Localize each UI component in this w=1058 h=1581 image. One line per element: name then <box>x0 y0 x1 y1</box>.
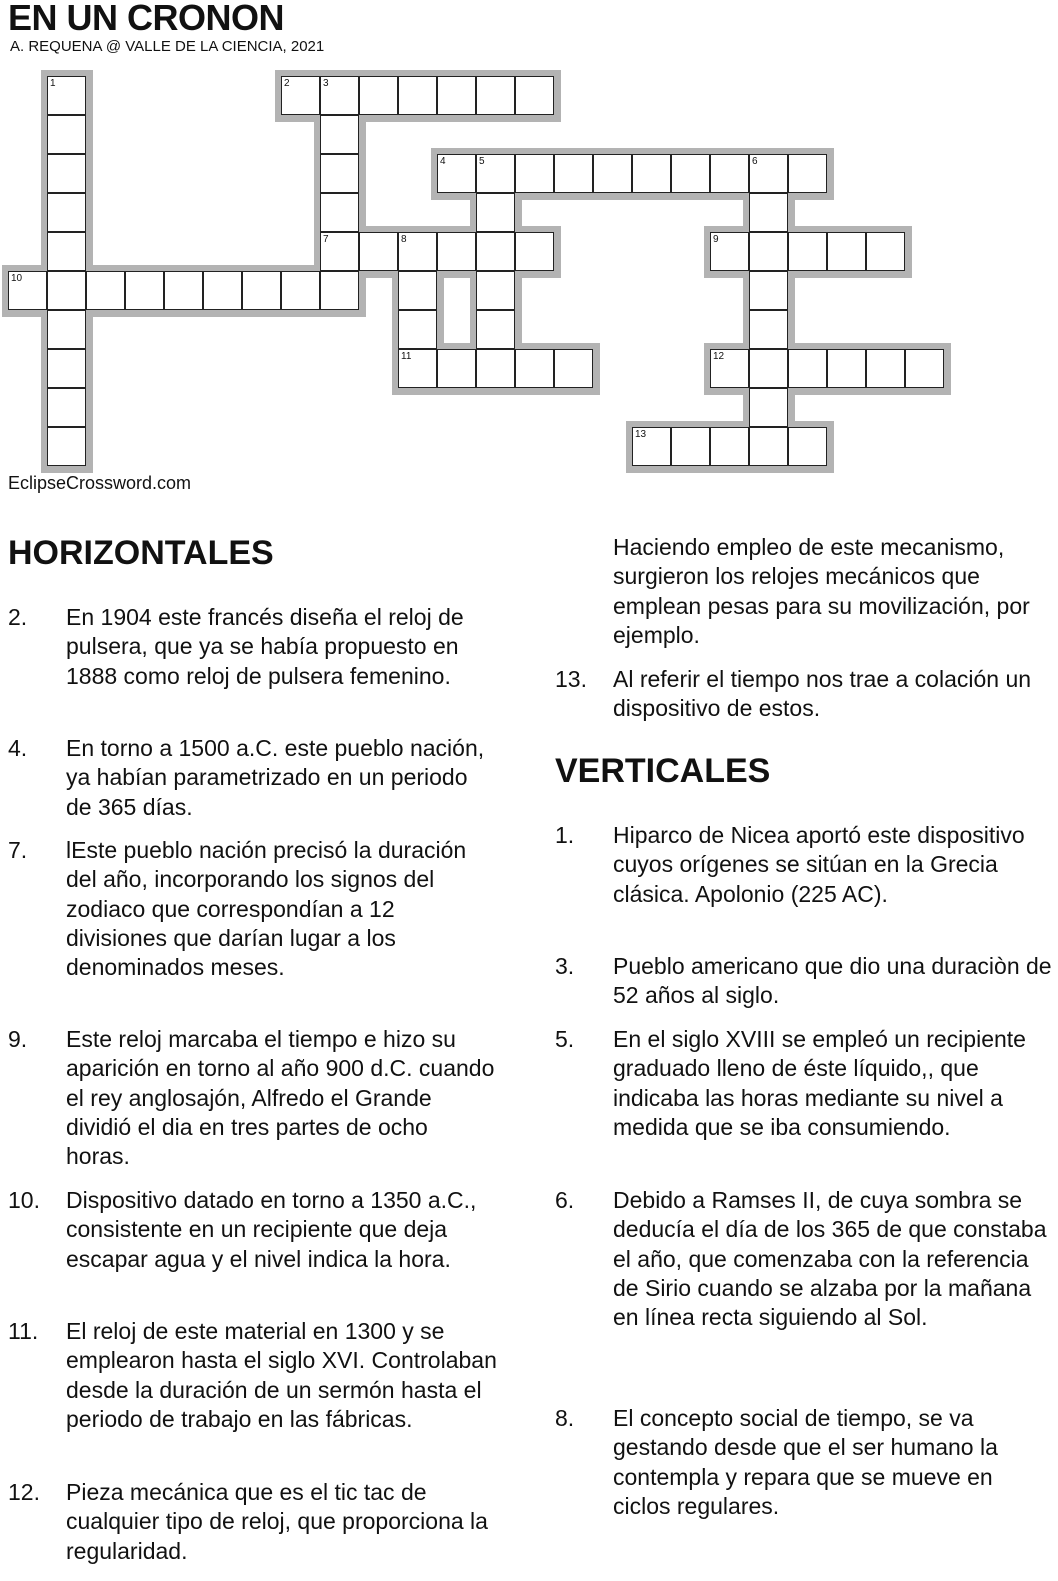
cell-number: 2 <box>284 78 290 89</box>
clue-number: 6. <box>555 1187 575 1213</box>
clue-number: 5. <box>555 1026 575 1052</box>
grid-cell[interactable] <box>281 271 320 310</box>
grid-cell[interactable] <box>671 427 710 466</box>
grid-cell[interactable] <box>281 76 320 115</box>
clue-down-5 <box>555 1025 1055 1142</box>
grid-cell[interactable] <box>320 193 359 232</box>
clue-number: 12. <box>8 1479 40 1505</box>
clue-down-3 <box>555 952 1055 1011</box>
clue-text: En torno a 1500 a.C. este pueblo nación, ya habían parametrizado en un periodo de 365 días. <box>66 735 485 820</box>
clue-text: Haciendo empleo de este mecanismo, surgieron los relojes mecánicos que emplean pesas para su movilización, por ejemplo. <box>613 534 1030 648</box>
grid-cell[interactable] <box>788 232 827 271</box>
grid-cell[interactable] <box>710 427 749 466</box>
grid-cell[interactable] <box>476 76 515 115</box>
cell-number: 4 <box>440 156 446 167</box>
grid-cell[interactable] <box>398 232 437 271</box>
clue-across-10 <box>8 1186 498 1274</box>
grid-cell[interactable] <box>710 349 749 388</box>
grid-cell[interactable] <box>788 154 827 193</box>
grid-cell[interactable] <box>515 154 554 193</box>
cell-number: 1 <box>50 78 56 89</box>
grid-cell[interactable] <box>8 271 47 310</box>
grid-cell[interactable] <box>671 154 710 193</box>
grid-cell[interactable] <box>359 76 398 115</box>
clue-text: Al referir el tiempo nos trae a colación un dispositivo de estos. <box>613 666 1032 722</box>
clue-number: 7. <box>8 837 28 863</box>
clue-number: 11. <box>8 1318 39 1344</box>
grid-cell[interactable] <box>788 427 827 466</box>
grid-cell[interactable] <box>749 310 788 349</box>
cell-number: 7 <box>323 234 329 245</box>
grid-cell[interactable] <box>749 349 788 388</box>
clue-down-1 <box>555 821 1055 909</box>
grid-cell[interactable] <box>164 271 203 310</box>
clue-number: 2. <box>8 604 28 630</box>
grid-cell[interactable] <box>47 232 86 271</box>
puzzle-author: A. REQUENA @ VALLE DE LA CIENCIA, 2021 <box>10 38 325 55</box>
clue-number: 4. <box>8 735 28 761</box>
grid-cell[interactable] <box>788 349 827 388</box>
verticales-heading: VERTICALES <box>555 752 771 790</box>
grid-cell[interactable] <box>749 154 788 193</box>
grid-cell[interactable] <box>866 349 905 388</box>
grid-cell[interactable] <box>476 232 515 271</box>
clue-text: Debido a Ramses II, de cuya sombra se deducía el día de los 365 de que constaba el año, que comenzaba con la referencia de Sirio cuando se alzaba por la mañana en línea recta siguiendo al Sol. <box>613 1187 1047 1331</box>
grid-cell[interactable] <box>47 427 86 466</box>
clue-down-6 <box>555 1186 1055 1332</box>
clue-text: Hiparco de Nicea aportó este dispositivo cuyos orígenes se sitúan en la Grecia clásica. Apolonio (225 AC). <box>613 822 1025 907</box>
grid-cell[interactable] <box>710 154 749 193</box>
grid-cell[interactable] <box>47 115 86 154</box>
cell-number: 10 <box>11 273 23 284</box>
clue-down-8 <box>555 1404 1055 1521</box>
cell-number: 8 <box>401 234 407 245</box>
clue-number: 1. <box>555 822 575 848</box>
clue-number: 13. <box>555 666 587 692</box>
grid-cell[interactable] <box>47 349 86 388</box>
clue-across-7 <box>8 836 483 982</box>
cell-number: 9 <box>713 234 719 245</box>
grid-cell[interactable] <box>398 310 437 349</box>
clue-across-2 <box>8 603 498 691</box>
cell-number: 6 <box>752 156 758 167</box>
clue-text: Pieza mecánica que es el tic tac de cualquier tipo de reloj, que proporciona la regularidad. <box>66 1479 488 1564</box>
cell-number: 3 <box>323 78 329 89</box>
clue-text: Dispositivo datado en torno a 1350 a.C., consistente en un recipiente que deja escapar agua y el nivel indica la hora. <box>66 1187 477 1272</box>
grid-cell[interactable] <box>398 271 437 310</box>
grid-cell[interactable] <box>86 271 125 310</box>
site-credit: EclipseCrossword.com <box>8 473 192 493</box>
grid-cell[interactable] <box>827 349 866 388</box>
grid-cell[interactable] <box>554 349 593 388</box>
clue-number: 10. <box>8 1187 40 1213</box>
clue-across-12-continued <box>555 533 1055 650</box>
grid-cell[interactable] <box>749 427 788 466</box>
clue-text: El reloj de este material en 1300 y se emplearon hasta el siglo XVI. Controlaban desde la duración de un sermón hasta el periodo de trabajo en las fábricas. <box>66 1318 497 1432</box>
grid-cell[interactable] <box>437 232 476 271</box>
grid-cell[interactable] <box>320 154 359 193</box>
clue-across-4 <box>8 734 498 822</box>
clue-text: En el siglo XVIII se empleó un recipiente graduado lleno de éste líquido,, que indicaba las horas mediante su nivel a medida que se iba consumiendo. <box>613 1026 1026 1140</box>
grid-cell[interactable] <box>398 76 437 115</box>
grid-cell[interactable] <box>476 310 515 349</box>
clue-number: 3. <box>555 953 575 979</box>
grid-cell[interactable] <box>749 232 788 271</box>
grid-cell[interactable] <box>476 193 515 232</box>
grid-cell[interactable] <box>359 232 398 271</box>
clue-across-11 <box>8 1317 498 1434</box>
grid-cell[interactable] <box>47 193 86 232</box>
grid-cell[interactable] <box>749 388 788 427</box>
clue-text: El concepto social de tiempo, se va gestando desde que el ser humano la contempla y repara que se mueve en ciclos regulares. <box>613 1405 998 1519</box>
grid-cell[interactable] <box>749 193 788 232</box>
grid-cell[interactable] <box>632 154 671 193</box>
grid-cell[interactable] <box>866 232 905 271</box>
grid-cell[interactable] <box>476 154 515 193</box>
clue-text: Pueblo americano que dio una duraciòn de 52 años al siglo. <box>613 953 1052 1009</box>
grid-cell[interactable] <box>47 271 86 310</box>
horizontales-heading: HORIZONTALES <box>8 534 274 572</box>
grid-cell[interactable] <box>632 427 671 466</box>
cell-number: 11 <box>401 351 412 362</box>
cell-number: 12 <box>713 351 725 362</box>
puzzle-title: EN UN CRONON <box>8 0 285 38</box>
grid-cell[interactable] <box>593 154 632 193</box>
clue-text: lEste pueblo nación precisó la duración del año, incorporando los signos del zodiaco que correspondían a 12 divisiones que darían lugar a los denominados meses. <box>66 837 467 981</box>
grid-cell[interactable] <box>203 271 242 310</box>
clue-number: 9. <box>8 1026 28 1052</box>
grid-cell[interactable] <box>554 154 593 193</box>
grid-cell[interactable] <box>47 388 86 427</box>
clue-text: Este reloj marcaba el tiempo e hizo su aparición en torno al año 900 d.C. cuando el rey anglosajón, Alfredo el Grande dividió el dia en tres partes de ocho horas. <box>66 1026 495 1170</box>
grid-cell[interactable] <box>827 232 866 271</box>
clue-across-9 <box>8 1025 498 1171</box>
grid-cell[interactable] <box>320 232 359 271</box>
grid-cell[interactable] <box>398 349 437 388</box>
cell-number: 13 <box>635 429 647 440</box>
cell-number: 5 <box>479 156 485 167</box>
grid-cell[interactable] <box>476 349 515 388</box>
grid-cell[interactable] <box>437 154 476 193</box>
grid-cell[interactable] <box>47 76 86 115</box>
grid-cell[interactable] <box>437 349 476 388</box>
grid-cell[interactable] <box>320 76 359 115</box>
grid-cell[interactable] <box>320 271 359 310</box>
grid-cell[interactable] <box>710 232 749 271</box>
grid-cell[interactable] <box>515 232 554 271</box>
grid-cell[interactable] <box>437 76 476 115</box>
crossword-grid <box>0 0 1058 480</box>
clue-text: En 1904 este francés diseña el reloj de pulsera, que ya se había propuesto en 1888 como reloj de pulsera femenino. <box>66 604 464 689</box>
clue-across-12 <box>8 1478 498 1566</box>
grid-cell[interactable] <box>515 349 554 388</box>
grid-cell[interactable] <box>476 271 515 310</box>
grid-cell[interactable] <box>905 349 944 388</box>
grid-cell[interactable] <box>749 271 788 310</box>
grid-cell[interactable] <box>47 154 86 193</box>
clue-across-13 <box>555 665 1055 724</box>
grid-cell[interactable] <box>515 76 554 115</box>
grid-cell[interactable] <box>320 115 359 154</box>
clue-number: 8. <box>555 1405 575 1431</box>
grid-cell[interactable] <box>242 271 281 310</box>
grid-cell[interactable] <box>47 310 86 349</box>
grid-cell[interactable] <box>125 271 164 310</box>
